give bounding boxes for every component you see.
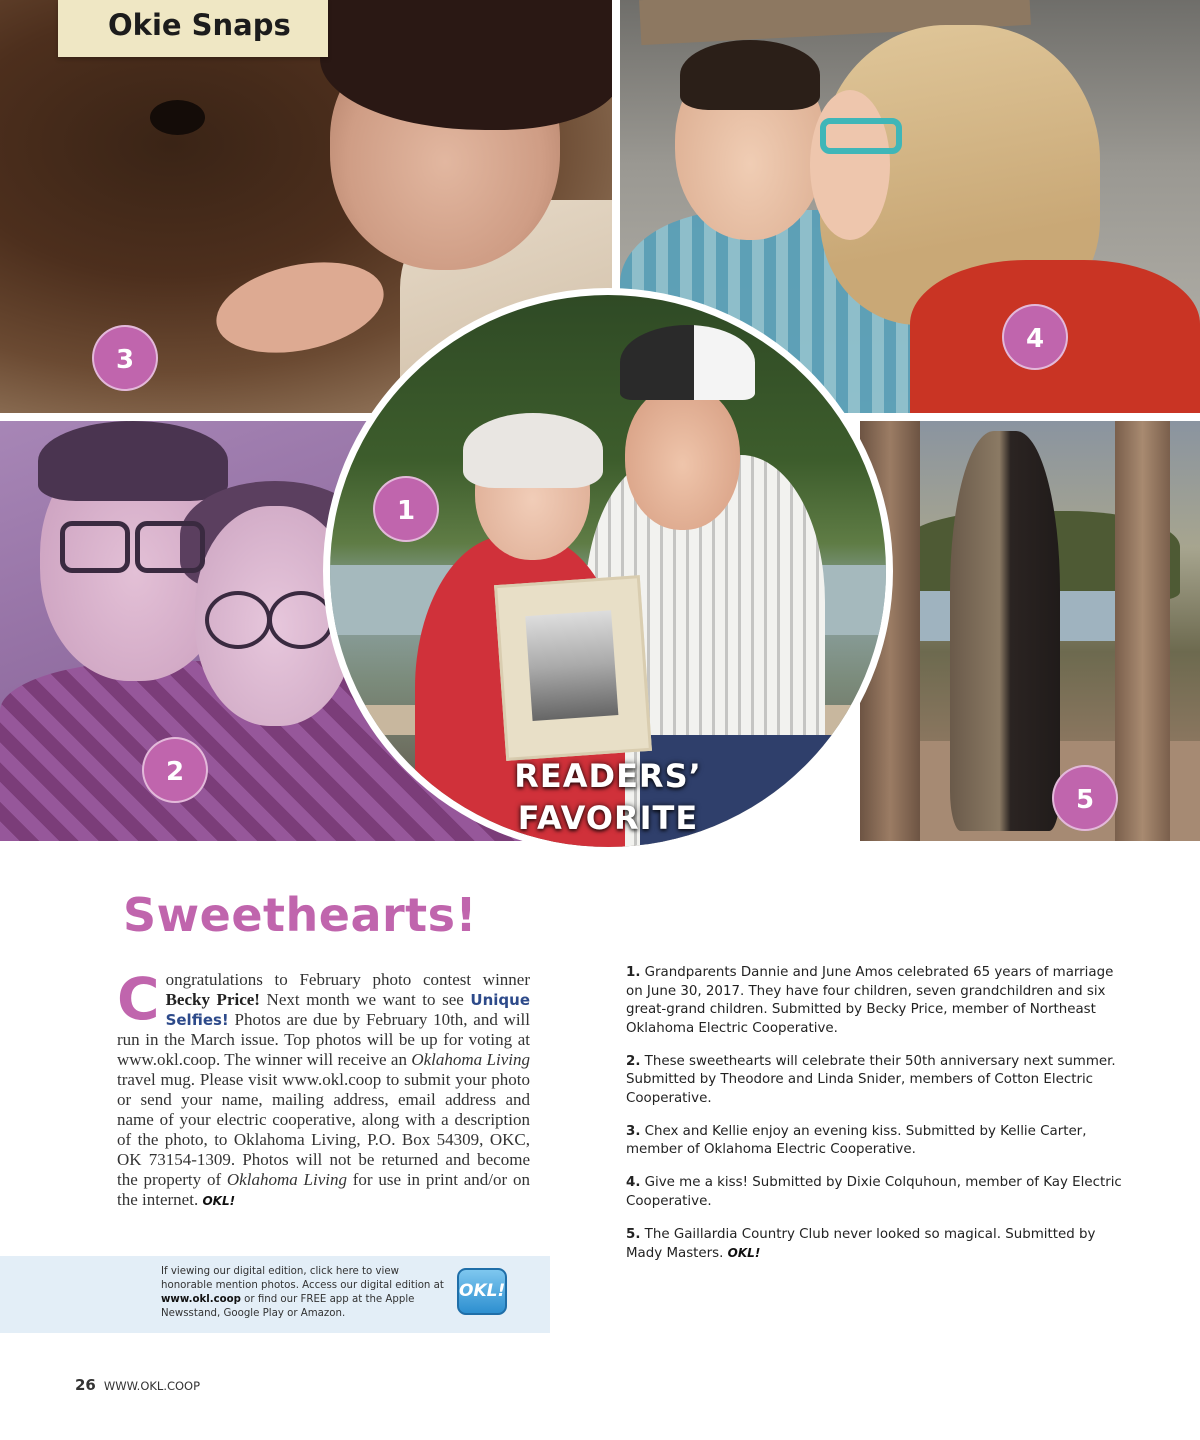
photo-number-badge-1: 1 — [373, 476, 439, 542]
drop-cap: C — [117, 965, 160, 1033]
glasses-shape — [60, 521, 130, 573]
photo-captions — [626, 964, 1131, 1278]
intro-text-1: ongratulations to February photo contest winner — [165, 970, 530, 989]
caption-text: Chex and Kellie enjoy an evening kiss. Submitted by Kellie Carter, member of Oklahoma Electric Cooperative. — [626, 1123, 1087, 1157]
caption-5 — [626, 1226, 1131, 1264]
page-number: 26 — [75, 1376, 96, 1394]
photo-5-country-club-kiss — [860, 421, 1200, 841]
intro-text-5: for use in print and/or on the internet. — [117, 1170, 530, 1209]
hand-shape — [208, 248, 392, 366]
caption-number: 4. — [626, 1175, 641, 1190]
intro-text-2: Next month we want to see — [259, 990, 471, 1009]
girl-face-shape — [810, 90, 890, 240]
caption-1 — [626, 964, 1131, 1038]
caption-3 — [626, 1123, 1131, 1160]
pillar-shape — [1115, 421, 1170, 841]
couple-shape — [950, 431, 1060, 831]
caption-text: The Gaillardia Country Club never looked so magical. Submitted by Mady Masters. — [626, 1226, 1096, 1261]
glasses-shape — [820, 118, 902, 154]
caption-text: Grandparents Dannie and June Amos celebrated 65 years of marriage on June 30, 2017. They have four children, seven grandchildren and six great-grand children. Submitted by Becky Price, member of Northeast Oklahoma Electric Cooperative. — [626, 965, 1114, 1036]
photo-number-badge-2: 2 — [142, 737, 208, 803]
okl-end-mark: OKL! — [202, 1194, 236, 1208]
section-label: Okie Snaps — [108, 8, 291, 42]
caption-number: 1. — [626, 965, 641, 980]
caption-number: 5. — [626, 1226, 641, 1242]
photo-number-badge-5: 5 — [1052, 765, 1118, 831]
intro-text-4: travel mug. Please visit www.okl.coop to submit your photo or send your name, mailing address, email address and name of your electric cooperative, along with a description of the photo, to Oklahoma Living, P.O. Box 54309, OKC, OK 73154-1309. Photos will not be returned and become the property of — [117, 1070, 530, 1189]
digital-edition-box[interactable] — [0, 1256, 550, 1333]
winner-name: Becky Price! — [165, 990, 260, 1009]
old-photo-shape — [525, 610, 618, 721]
glasses-shape — [205, 591, 271, 649]
page-footer — [75, 1376, 200, 1394]
website-link[interactable]: www.okl.coop — [161, 1294, 241, 1305]
photo-number-badge-4: 4 — [1002, 304, 1068, 370]
magazine-name: Oklahoma Living — [226, 1170, 347, 1189]
caption-text: These sweethearts will celebrate their 50th anniversary next summer. Submitted by Theodore and Linda Snider, members of Cotton Electric Cooperative. — [626, 1053, 1116, 1106]
glasses-shape — [135, 521, 205, 573]
readers-favorite-line1: READERS’ — [514, 757, 702, 795]
intro-paragraph — [117, 965, 530, 1211]
man-face-shape — [625, 385, 740, 530]
readers-favorite-line2: FAVORITE — [517, 799, 699, 837]
article-title: Sweethearts! — [123, 888, 478, 942]
cap-shape — [620, 325, 755, 400]
digital-edition-text[interactable] — [161, 1265, 446, 1321]
magazine-name: Oklahoma Living — [411, 1050, 530, 1069]
intro-text-3: Photos are due by February 10th, and will run in the March issue. Top photos will be up for voting at www.okl.coop. The winner will receive an — [117, 1010, 530, 1069]
caption-text: Give me a kiss! Submitted by Dixie Colquhoun, member of Kay Electric Cooperative. — [626, 1175, 1122, 1209]
woman-hair-shape — [463, 413, 603, 488]
caption-number: 2. — [626, 1053, 641, 1069]
horse-eye-shape — [150, 100, 205, 135]
man-hair-shape — [38, 421, 228, 501]
readers-favorite-label — [508, 755, 708, 839]
okl-end-mark: OKL! — [727, 1246, 761, 1260]
okl-app-icon[interactable]: OKL! — [457, 1268, 507, 1315]
digital-text-1: If viewing our digital edition, click here to view honorable mention photos. Access our digital edition at — [161, 1266, 444, 1291]
next-theme: Unique Selfies! — [165, 991, 530, 1029]
section-header-tab — [58, 0, 328, 57]
framed-old-photo — [494, 575, 652, 761]
digital-text-2: or find our FREE app at the Apple Newsstand, Google Play or Amazon. — [161, 1294, 415, 1319]
boy-hair-shape — [680, 40, 820, 110]
caption-4 — [626, 1174, 1131, 1211]
caption-2 — [626, 1053, 1131, 1109]
caption-number: 3. — [626, 1123, 641, 1139]
footer-site: WWW.OKL.COOP — [103, 1379, 201, 1393]
photo-number-badge-3: 3 — [92, 325, 158, 391]
